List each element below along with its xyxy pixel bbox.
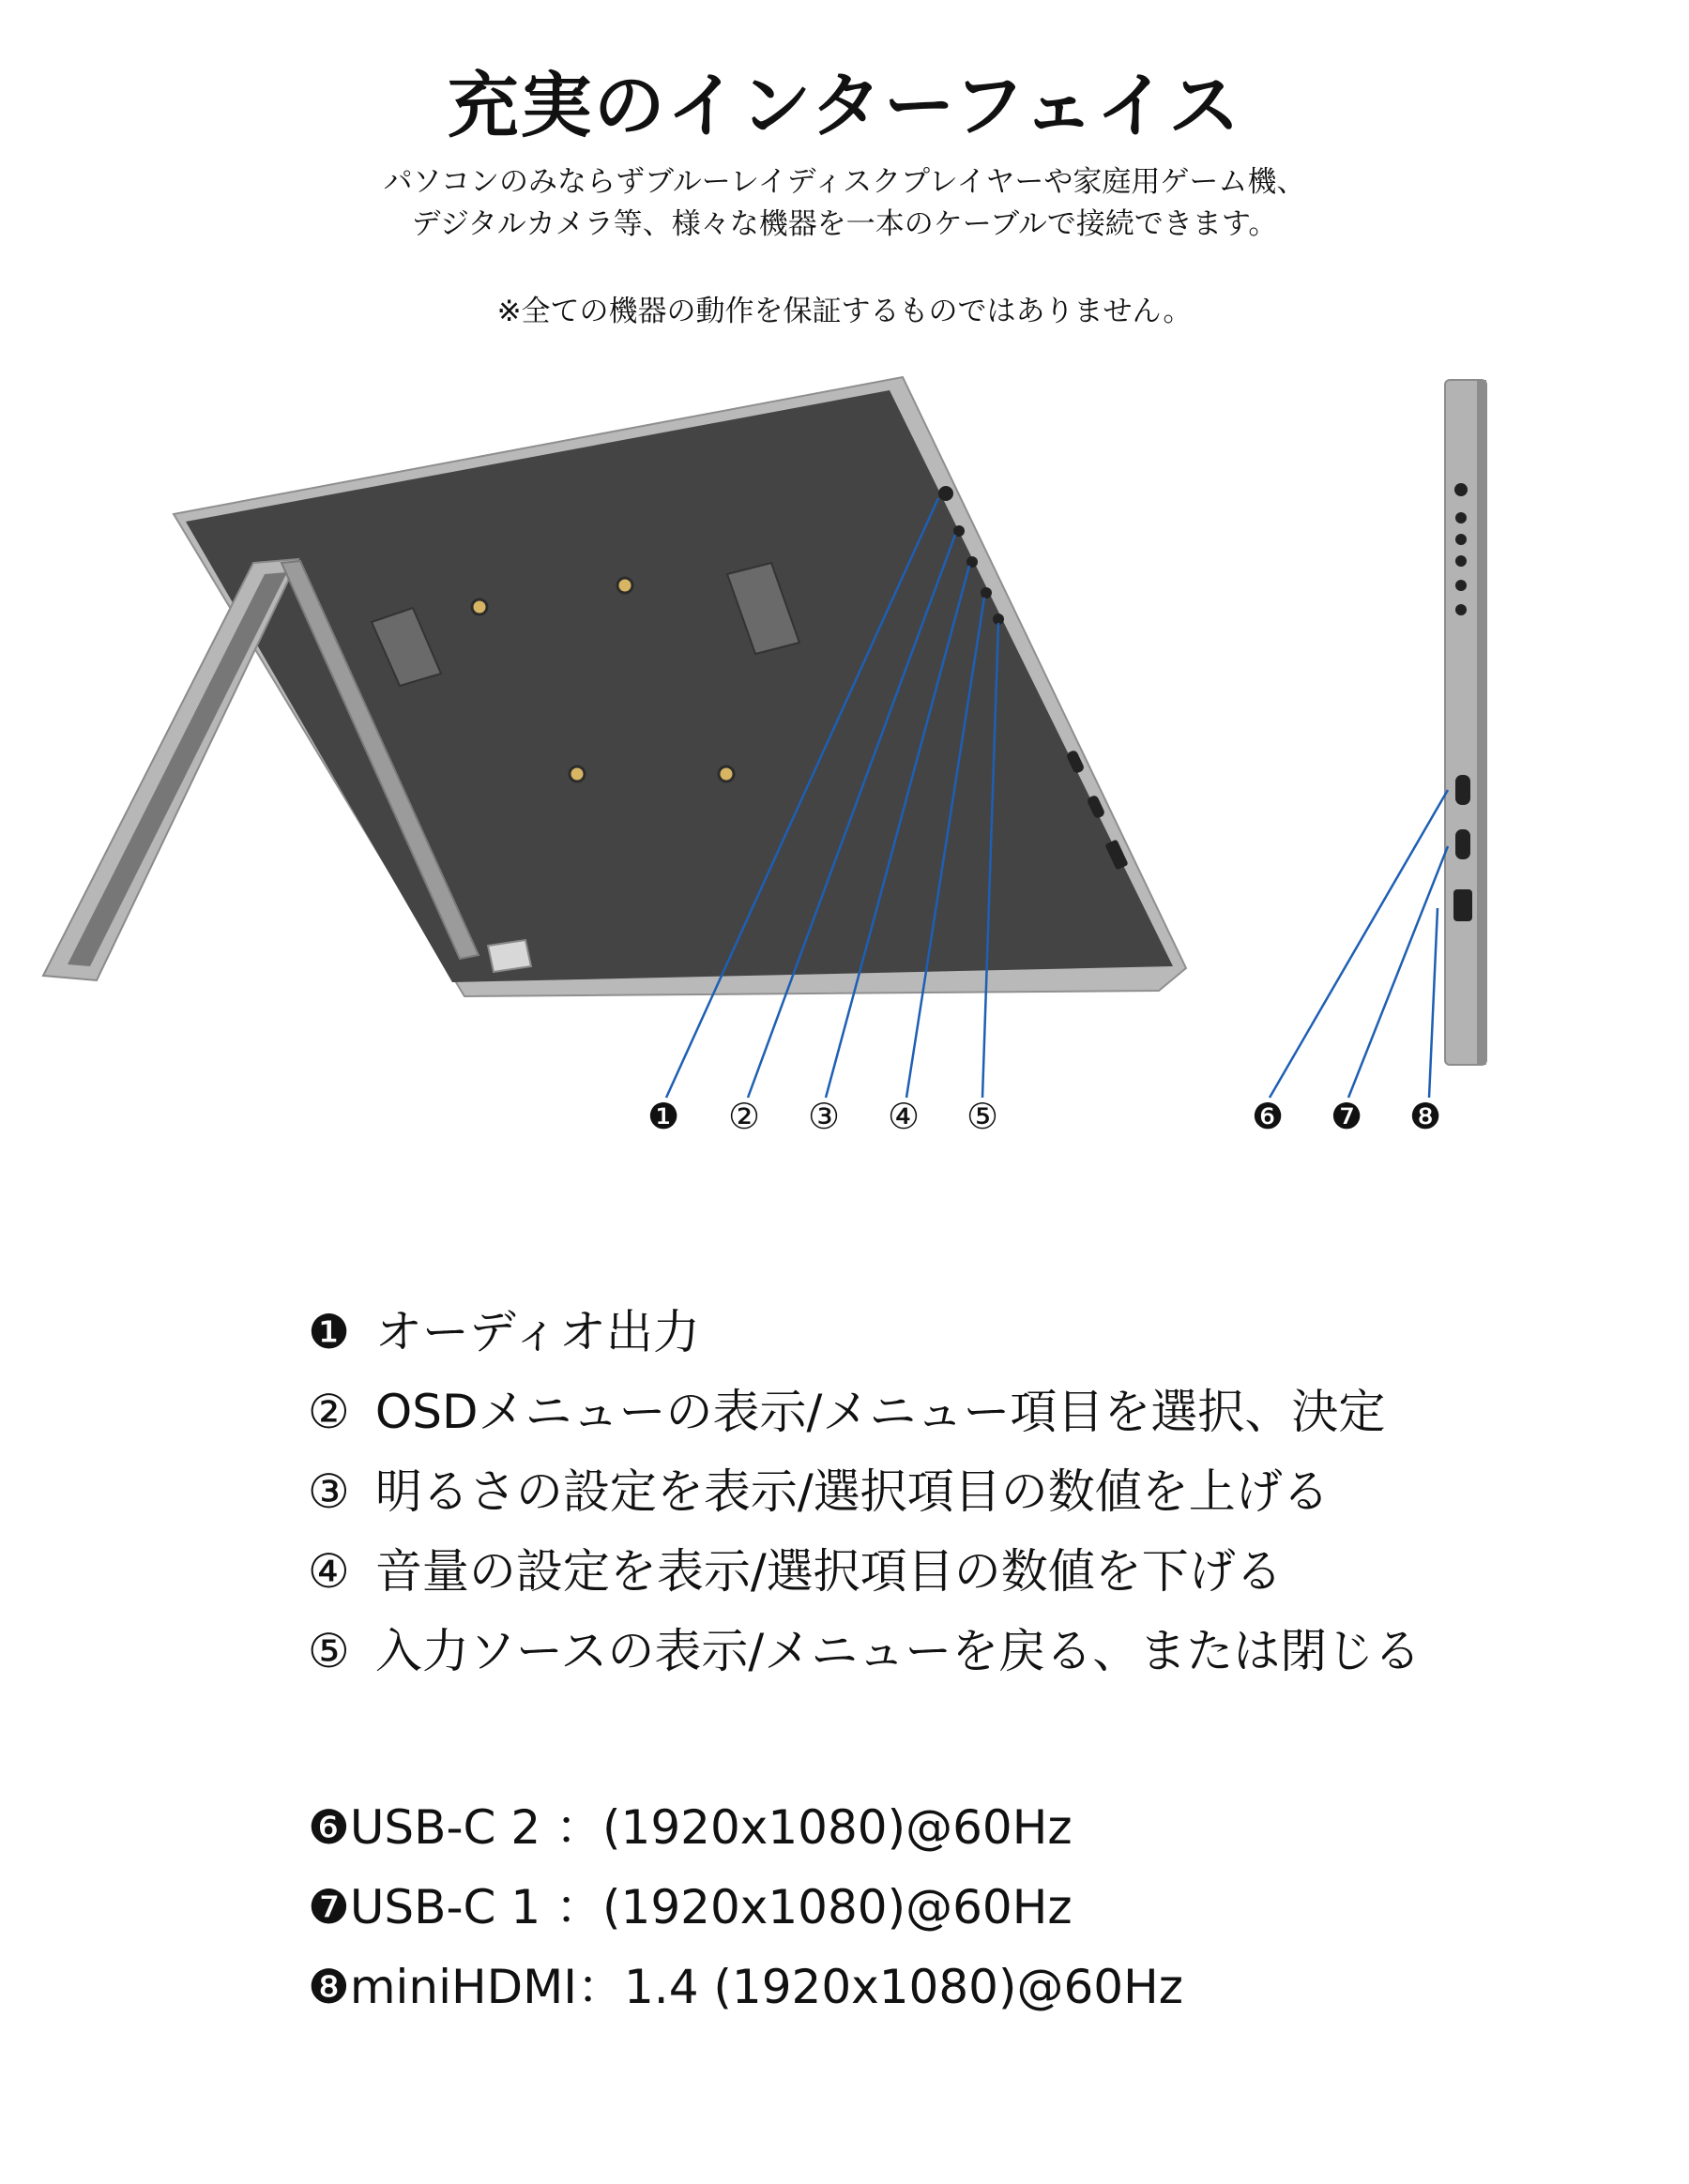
callout-number-5: ⑤: [966, 1096, 999, 1137]
kickstand-foot: [488, 940, 531, 972]
side-audio-jack: [1454, 483, 1468, 496]
callout-line-7: [1348, 846, 1448, 1098]
mount-screw: [719, 766, 734, 781]
kickstand-texture: [68, 572, 287, 966]
callout-number-3: ③: [808, 1096, 841, 1137]
feature-item: [308, 1373, 1421, 1452]
side-button: [1455, 580, 1467, 591]
monitor-back-panel: [186, 390, 1173, 982]
port-item: [308, 1788, 1183, 1868]
callout-number-6: ❻: [1252, 1096, 1285, 1137]
monitor-illustration: [0, 356, 1689, 1173]
feature-list: [308, 1293, 1421, 1691]
port-text: miniHDMI：1.4 (1920x1080)@60Hz: [349, 1960, 1183, 2014]
port-marker: ❼: [308, 1880, 350, 1934]
feature-item: [308, 1293, 1421, 1373]
side-usb-c1: [1455, 829, 1470, 859]
port-item: [308, 1868, 1183, 1948]
mount-screw: [472, 599, 487, 614]
feature-marker: ④: [308, 1544, 350, 1599]
side-button: [1455, 604, 1467, 615]
side-button: [1455, 534, 1467, 545]
port-text: USB-C 2 ：(1920x1080)@60Hz: [349, 1800, 1073, 1855]
callout-number-8: ❽: [1409, 1096, 1442, 1137]
callout-line-8: [1429, 908, 1438, 1098]
feature-marker: ❶: [308, 1305, 350, 1359]
port-marker: ❽: [308, 1960, 350, 2014]
intro-line-1: パソコンのみならずブルーレイディスクプレイヤーや家庭用ゲーム機、: [383, 165, 1306, 199]
intro-text: [0, 161, 1689, 246]
feature-text: オーディオ出力: [374, 1305, 700, 1359]
intro-line-2: デジタルカメラ等、様々な機器を一本のケーブルで接続できます。: [411, 207, 1278, 241]
feature-marker: ③: [308, 1464, 350, 1519]
callout-number-7: ❼: [1331, 1096, 1363, 1137]
feature-text: 明るさの設定を表示/選択項目の数値を上げる: [374, 1464, 1330, 1519]
page-title: 充実のインターフェイス: [447, 64, 1242, 147]
port-list: [308, 1788, 1183, 2027]
side-button: [1455, 555, 1467, 567]
feature-marker: ②: [308, 1385, 350, 1439]
disclaimer-note: ※全ての機器の動作を保証するものではありません。: [496, 295, 1193, 328]
panel-button: [981, 587, 992, 599]
side-mini-hdmi: [1453, 889, 1472, 921]
callout-line-6: [1270, 790, 1448, 1098]
callout-number-4: ④: [888, 1096, 921, 1137]
port-item: [308, 1948, 1183, 2027]
mount-screw: [617, 578, 632, 593]
feature-marker: ⑤: [308, 1624, 350, 1678]
side-button: [1455, 512, 1467, 523]
callout-number-1: ❶: [647, 1096, 680, 1137]
feature-item: [308, 1612, 1421, 1691]
port-text: USB-C 1 ：(1920x1080)@60Hz: [349, 1880, 1073, 1934]
monitor-side-edge: [1477, 380, 1486, 1065]
port-marker: ❻: [308, 1800, 350, 1855]
callout-number-2: ②: [728, 1096, 761, 1137]
feature-item: [308, 1452, 1421, 1532]
feature-item: [308, 1532, 1421, 1612]
feature-text: OSDメニューの表示/メニュー項目を選択、決定: [374, 1385, 1386, 1439]
feature-text: 入力ソースの表示/メニューを戻る、または閉じる: [374, 1624, 1422, 1678]
audio-jack: [938, 486, 953, 501]
mount-screw: [570, 766, 585, 781]
side-usb-c2: [1455, 775, 1470, 805]
feature-text: 音量の設定を表示/選択項目の数値を下げる: [374, 1544, 1283, 1599]
